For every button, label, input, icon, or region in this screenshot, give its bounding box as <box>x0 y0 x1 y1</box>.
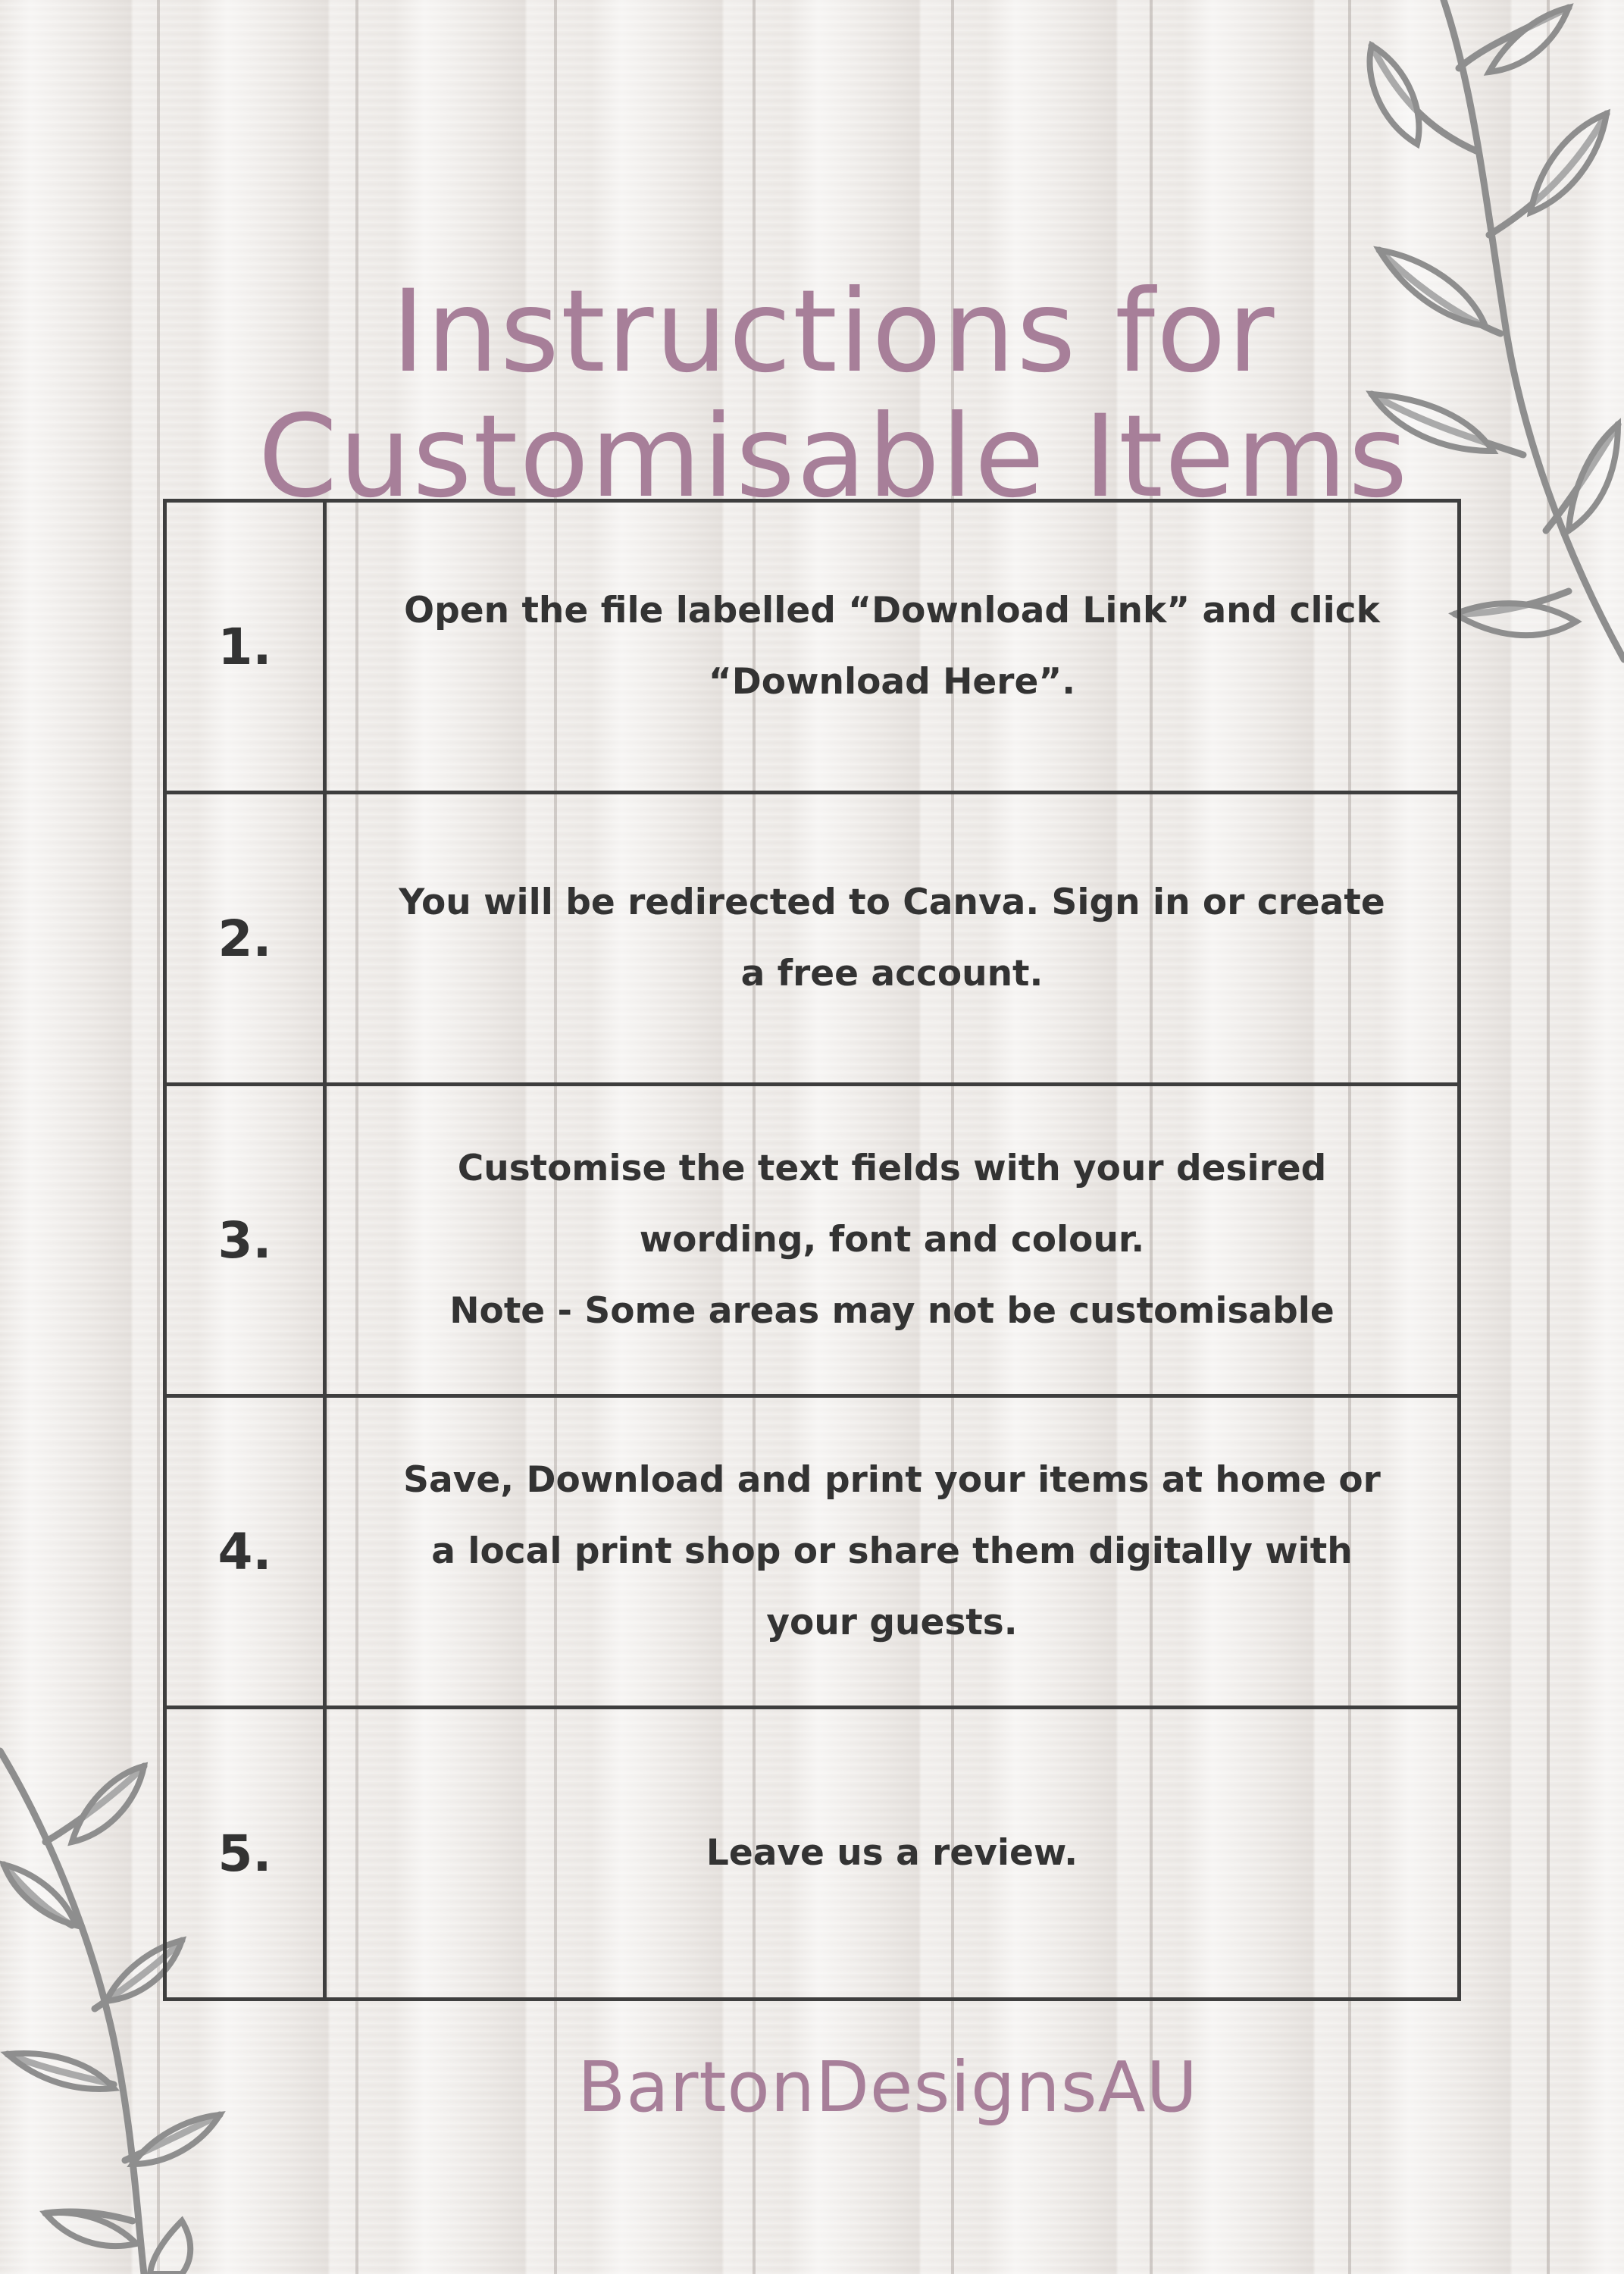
brand-name: BartonDesignsAU <box>577 2047 1198 2128</box>
step-number: 5. <box>165 1708 325 2000</box>
step-text-line: Save, Download and print your items at home or <box>403 1459 1381 1501</box>
step-number: 2. <box>165 793 325 1085</box>
step-number: 3. <box>165 1085 325 1396</box>
step-text-line: Note - Some areas may not be customisable <box>449 1290 1335 1332</box>
page-title-line-2: Customisable Items <box>258 390 1410 523</box>
step-text <box>325 1085 1460 1396</box>
step-text-line: a local print shop or share them digitally with <box>431 1530 1353 1572</box>
step-text-line: You will be redirected to Canva. Sign in or create <box>399 882 1385 923</box>
step-text-line: your guests. <box>766 1602 1018 1643</box>
step-text <box>325 793 1460 1085</box>
table-row <box>165 1085 1460 1396</box>
table-row <box>165 501 1460 793</box>
table-row <box>165 793 1460 1085</box>
step-text-line: Customise the text fields with your desired <box>457 1148 1327 1189</box>
table-row <box>165 1396 1460 1708</box>
step-text-line: wording, font and colour. <box>639 1219 1145 1261</box>
table-row <box>165 1708 1460 2000</box>
step-text-line: Open the file labelled “Download Link” and click <box>404 590 1380 631</box>
step-number: 4. <box>165 1396 325 1708</box>
step-text-line: Leave us a review. <box>706 1832 1078 1874</box>
step-number: 1. <box>165 501 325 793</box>
step-text <box>325 501 1460 793</box>
page-title <box>227 265 1440 523</box>
step-text <box>325 1396 1460 1708</box>
instructions-table <box>163 499 1461 2001</box>
step-text <box>325 1708 1460 2000</box>
step-text-line: “Download Here”. <box>708 661 1076 703</box>
step-text-line: a free account. <box>740 953 1044 994</box>
page-title-line-1: Instructions for <box>391 265 1276 398</box>
